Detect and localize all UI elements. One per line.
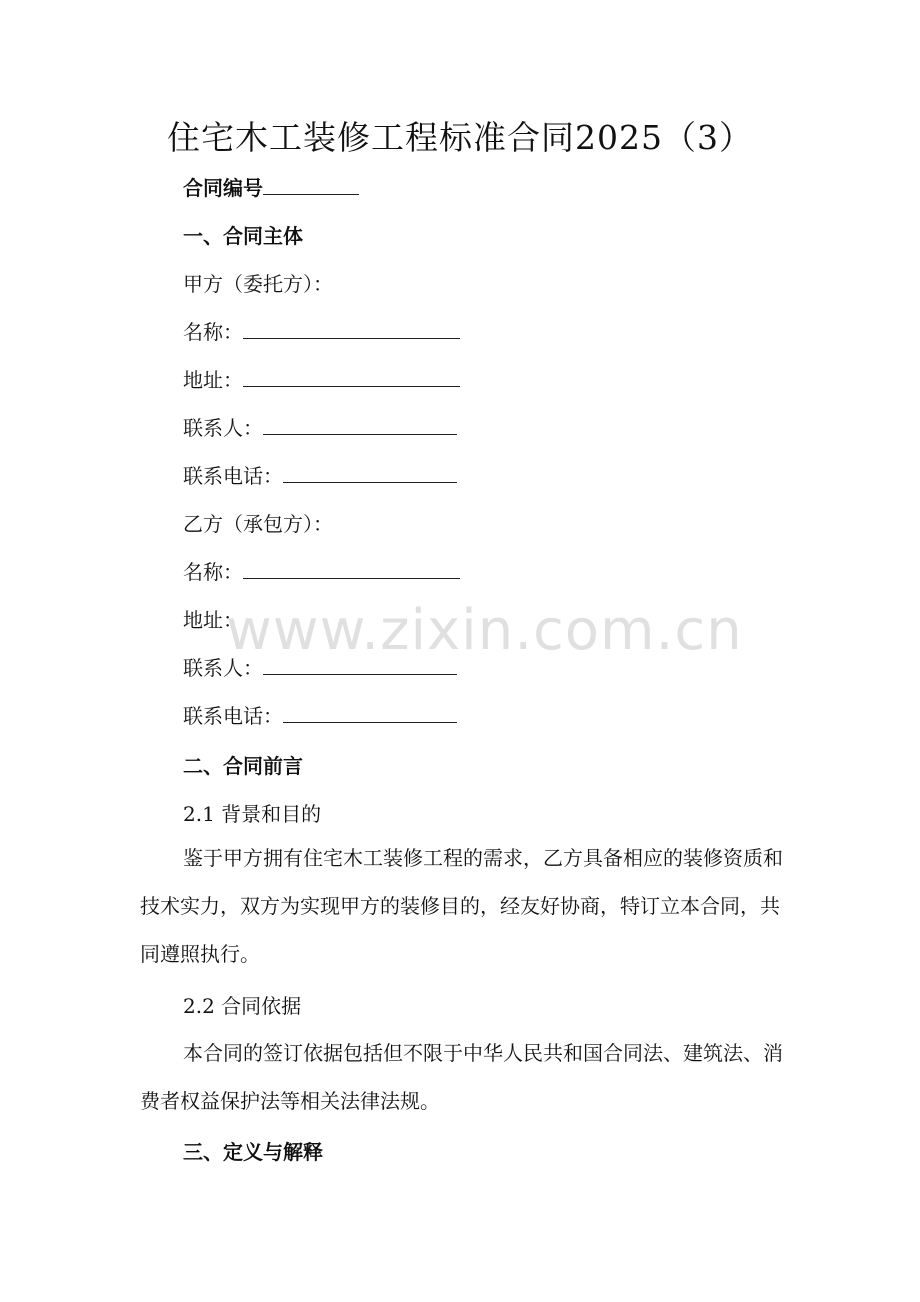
party-a-address-field — [183, 364, 460, 393]
party-b-heading: 乙方（承包方）： — [183, 512, 333, 536]
paragraph-background — [140, 834, 785, 978]
party-a-phone-blank — [283, 464, 457, 483]
party-b-contact-label: 联系人： — [183, 656, 263, 680]
subsection-2-1: 2.1 背景和目的 — [183, 802, 322, 826]
party-a-name-blank — [243, 320, 460, 339]
party-b-phone-field — [183, 700, 457, 729]
party-a-name-label: 名称： — [183, 320, 243, 344]
section-heading-3: 三、定义与解释 — [183, 1140, 323, 1164]
section-heading-2: 二、合同前言 — [183, 754, 303, 778]
document-title: 住宅木工装修工程标准合同2025（3） — [167, 118, 753, 157]
party-a-contact-label: 联系人： — [183, 416, 263, 440]
party-a-heading: 甲方（委托方）： — [183, 272, 333, 296]
party-a-phone-field — [183, 460, 457, 489]
party-a-contact-field — [183, 412, 457, 441]
party-b-address-label: 地址： — [183, 608, 243, 632]
party-b-name-blank — [243, 560, 460, 579]
party-a-address-blank — [243, 368, 460, 387]
watermark: www.zixin.com.cn — [226, 598, 743, 663]
party-b-name-label: 名称： — [183, 560, 243, 584]
party-b-phone-label: 联系电话： — [183, 704, 283, 728]
paragraph-background-text: 鉴于甲方拥有住宅木工装修工程的需求，乙方具备相应的装修资质和技术实力，双方为实现甲方的装修目的，经友好协商，特订立本合同，共同遵照执行。 — [140, 846, 783, 966]
section-heading-1: 一、合同主体 — [183, 224, 303, 248]
party-a-address-label: 地址： — [183, 368, 243, 392]
contract-number-blank — [263, 176, 359, 195]
contract-number-label: 合同编号 — [183, 176, 263, 200]
party-b-name-field — [183, 556, 460, 585]
paragraph-basis — [140, 1029, 785, 1125]
party-a-phone-label: 联系电话： — [183, 464, 283, 488]
subsection-2-2: 2.2 合同依据 — [183, 994, 302, 1018]
contract-number-field — [183, 172, 359, 201]
paragraph-basis-text: 本合同的签订依据包括但不限于中华人民共和国合同法、建筑法、消费者权益保护法等相关法律法规。 — [140, 1041, 783, 1113]
party-a-contact-blank — [263, 416, 457, 435]
party-b-phone-blank — [283, 704, 457, 723]
party-a-name-field — [183, 316, 460, 345]
